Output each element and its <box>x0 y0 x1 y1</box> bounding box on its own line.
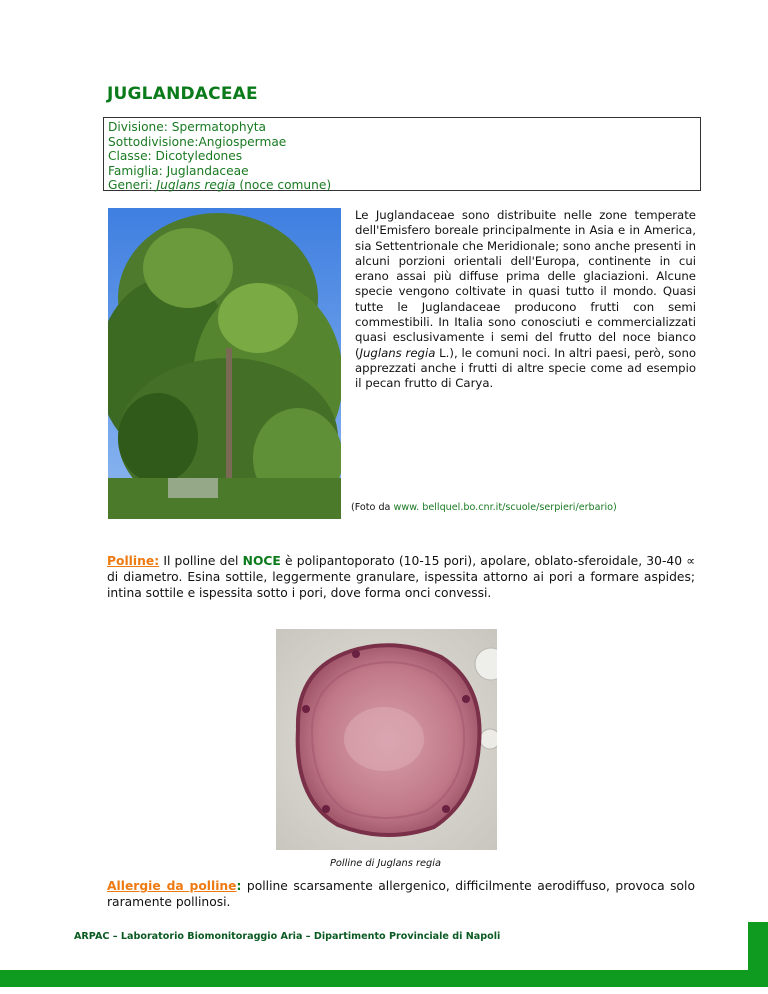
taxonomy-classe: Classe: Dicotyledones <box>108 149 243 164</box>
walnut-tree-photo <box>108 208 341 519</box>
pollen-micrograph <box>276 629 497 850</box>
pollen-noce: NOCE <box>242 554 281 568</box>
allergy-text: polline scarsamente allergenico, difficilmente aerodiffuso, provoca solo raramente pollinosi. <box>107 879 695 909</box>
pollen-heading: Polline: <box>107 554 160 568</box>
taxonomy-divisione: Divisione: Spermatophyta <box>108 120 267 134</box>
photo-source-link[interactable]: www. bellquel.bo.cnr.it/scuole/serpieri/erbario) <box>393 502 617 513</box>
taxonomy-sottodivisione: Sottodivisione:Angiospermae <box>108 134 287 149</box>
footer-bar <box>0 970 768 987</box>
allergy-heading: Allergie da polline <box>107 879 237 893</box>
generi-species: Juglans regia <box>156 178 236 193</box>
intro-text-1: Le Juglandaceae sono distribuite nelle zone temperate dell'Emisfero boreale principalmente in Asia e in America, sia Settentrionale che Meridionale; sono anche presenti in alcuni porzioni orientali dell'Europa, continente in cui erano assai più diffuse prima delle glaciazioni. Alcune specie vengono coltivate in quasi tutto il mondo. Quasi tutte le Juglandaceae producono frutti con semi commestibili. In Italia sono conosciuti e commercializzati quasi esclusivamente i semi del frutto del noce bianco ( <box>355 208 696 360</box>
page-title: JUGLANDACEAE <box>107 84 258 104</box>
photo-caption <box>351 502 617 513</box>
allergy-description <box>107 878 695 910</box>
intro-text-2: L.), le comuni noci. In altri paesi, però, sono apprezzati anche i frutti di altre specie come ad esempio il pecan frutto di Carya. <box>355 345 697 391</box>
taxonomy-generi <box>108 178 700 193</box>
intro-paragraph <box>355 208 696 392</box>
pollen-description <box>107 553 695 601</box>
footer-text: ARPAC – Laboratorio Biomonitoraggio Aria – Dipartimento Provinciale di Napoli <box>74 931 501 942</box>
intro-species: Juglans regia <box>359 345 436 360</box>
allergy-colon: : <box>236 879 242 893</box>
micrograph-caption: Polline di Juglans regia <box>330 858 441 869</box>
generi-suffix: (noce comune) <box>235 178 332 193</box>
pollen-text-2: è polipantoporato (10-15 pori), apolare, oblato-sferoidale, 30-40 ∝ di diametro. Esina sottile, leggermente granulare, ispessita attorno ai pori a formare aspides; intina sottile e ispessita sotto i pori, dove forma onci convessi. <box>107 554 695 600</box>
photo-caption-prefix: (Foto da <box>351 502 394 513</box>
generi-prefix: Generi: <box>108 178 157 193</box>
taxonomy-box <box>103 117 701 191</box>
pollen-text-1: Il polline del <box>159 554 243 568</box>
taxonomy-famiglia: Famiglia: Juglandaceae <box>108 163 249 178</box>
